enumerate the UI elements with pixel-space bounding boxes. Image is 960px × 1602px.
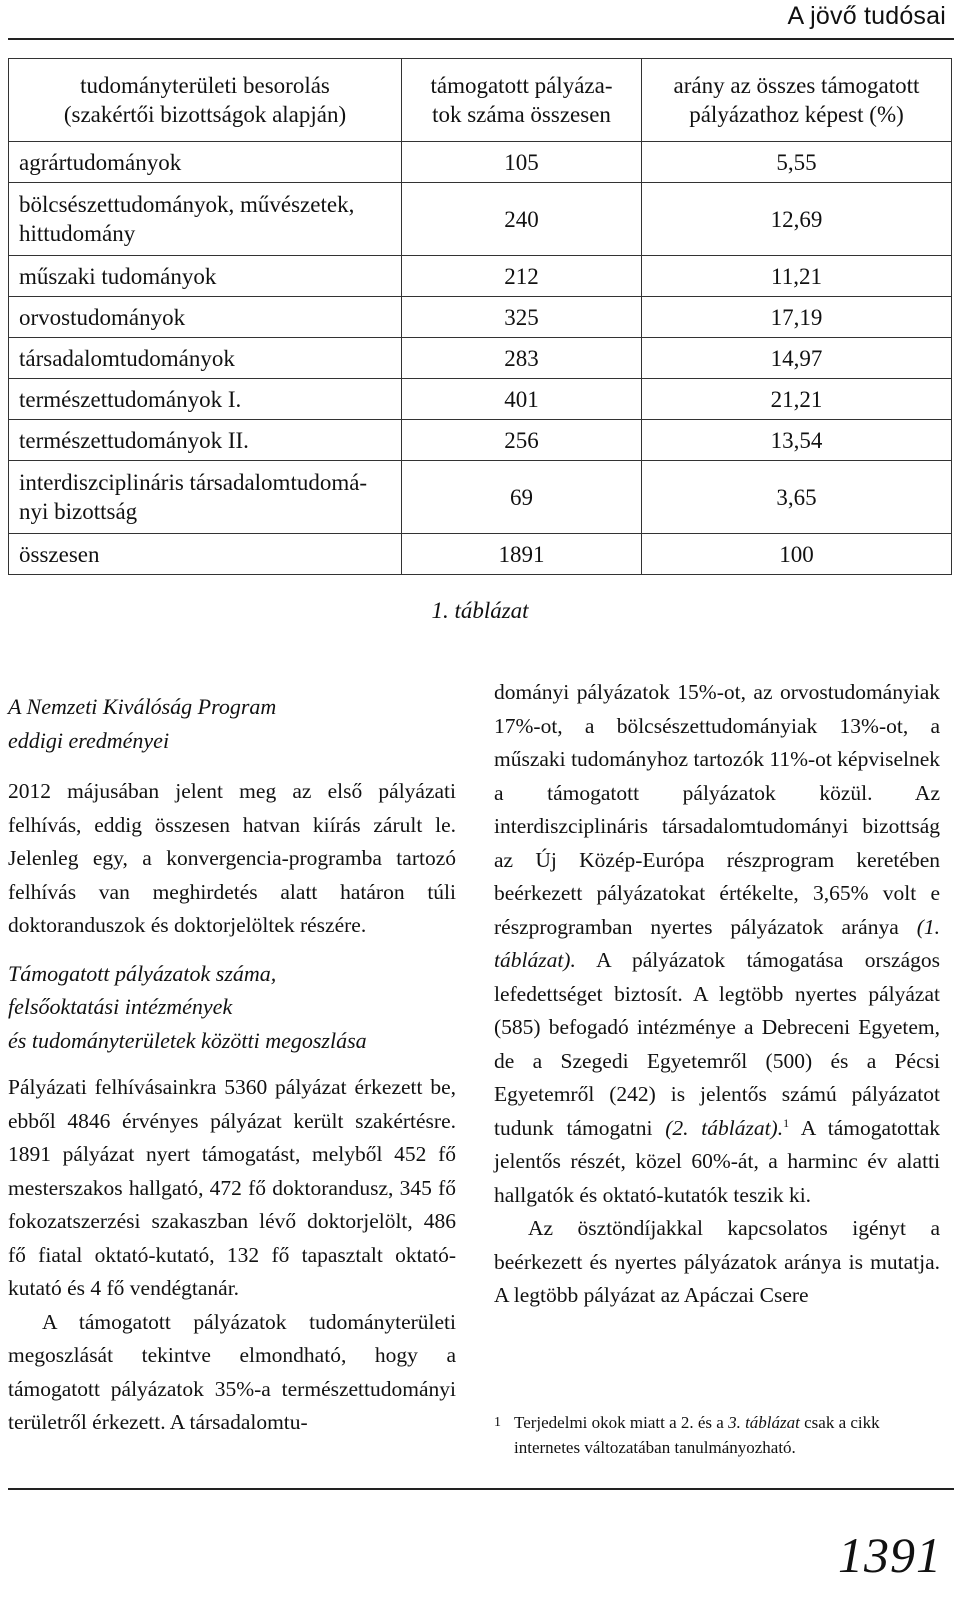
- cell-count: 105: [402, 142, 642, 183]
- col-header-percent: arány az összes támogatott pályázathoz képest (%): [642, 59, 952, 142]
- cell-field: műszaki tudományok: [9, 256, 402, 297]
- table-row: [9, 142, 952, 183]
- right-column: [494, 676, 940, 1313]
- table-row: [9, 379, 952, 420]
- cell-percent: 13,54: [642, 420, 952, 461]
- table-row: [9, 420, 952, 461]
- cell-count: 240: [402, 183, 642, 256]
- cell-count: 325: [402, 297, 642, 338]
- cell-field: társadalomtudományok: [9, 338, 402, 379]
- cell-percent: 14,97: [642, 338, 952, 379]
- paragraph: Pályázati felhívásainkra 5360 pályázat érkezett be, ebből 4846 érvényes pályázat került szakértésre. 1891 pályázat nyert támogatást, melyből 452 fő mesterszakos hallgató, 472 fő doktorandusz, 345 fő fokozatszerzési szakaszban lévő doktorjelölt, 486 fő fiatal oktató-kutató, 132 fő tapasztalt oktató-kutató és 4 fő vendégtanár.: [8, 1075, 456, 1300]
- footnote-number: 1: [494, 1415, 501, 1430]
- data-table: [8, 58, 952, 575]
- section-heading: A Nemzeti Kiválóság Program eddigi eredményei: [8, 694, 277, 753]
- footnote-marker: 1: [783, 1115, 790, 1130]
- running-header: A jövő tudósai: [787, 2, 946, 30]
- cell-field: agrártudományok: [9, 142, 402, 183]
- col-header-field: tudományterületi besorolás (szakértői bizottságok alapján): [9, 59, 402, 142]
- page-number: 1391: [838, 1527, 942, 1583]
- header-rule: [8, 38, 954, 40]
- cell-field: összesen: [9, 534, 402, 575]
- cell-count: 69: [402, 461, 642, 534]
- table-reference: (1. táblázat).: [494, 914, 941, 972]
- table-row-total: [9, 534, 952, 575]
- cell-field: természettudományok II.: [9, 420, 402, 461]
- footer-rule: [8, 1488, 954, 1490]
- cell-percent: 21,21: [642, 379, 952, 420]
- table-reference: (2. táblázat).: [665, 1115, 784, 1140]
- paragraph: dományi pályázatok 15%-ot, az orvostudományiak 17%-ot, a bölcsészettudományiak 13%-ot, a műszaki tudományhoz tartozók 11%-ot képviselnek a támogatott pályázatok közül. Az interdiszciplináris társadalomtudományi bizottság az Új Közép-Európa részprogram keretében beérkezett pályázatokat értékelte, 3,65% volt e részprogramban nyertes pályázatok aránya (1. táblázat). A pályázatok támogatása országos lefedettséget biztosít. A legtöbb nyertes pályázat (585) befogadó intézménye a Debreceni Egyetem, de a Szegedi Egyetemről (500) és a Pécsi Egyetemről (242) is jelentős számú pályázatot tudunk támogatni (2. táblázat).$^1$ A támogatottak jelentős részét, közel 60%-át, a harminc év alatti hallgatók és oktató-kutatók teszik ki.: [494, 680, 941, 1207]
- table-row: [9, 297, 952, 338]
- table-caption: 1. táblázat: [431, 598, 529, 623]
- cell-percent: 100: [642, 534, 952, 575]
- cell-count: 401: [402, 379, 642, 420]
- left-column: [8, 690, 456, 1440]
- table-row: [9, 338, 952, 379]
- cell-percent: 11,21: [642, 256, 952, 297]
- table-row: [9, 256, 952, 297]
- table-header-row: [9, 59, 952, 142]
- cell-percent: 12,69: [642, 183, 952, 256]
- section-heading: Támogatott pályázatok száma, felsőoktatási intézmények és tudományterületek közötti megoszlása: [8, 960, 367, 1053]
- cell-count: 1891: [402, 534, 642, 575]
- cell-field: interdiszciplináris társadalomtudomá- nyi bizottság: [9, 461, 402, 534]
- paragraph: 2012 májusában jelent meg az első pályázati felhívás, eddig összesen hatvan kiírás zárult le. Jelenleg egy, a konvergencia-programba tartozó felhívás van meghirdetés alatt határon túli doktoranduszok és doktorjelöltek részére.: [8, 779, 456, 937]
- table-row: [9, 461, 952, 534]
- col-header-count: támogatott pályáza- tok száma összesen: [402, 59, 642, 142]
- cell-field: orvostudományok: [9, 297, 402, 338]
- table-row: [9, 183, 952, 256]
- cell-percent: 5,55: [642, 142, 952, 183]
- footnote: 1 Terjedelmi okok miatt a 2. és a 3. táblázat csak a cikk internetes változatában tanulmányozható.: [494, 1410, 944, 1460]
- cell-count: 256: [402, 420, 642, 461]
- cell-field: bölcsészettudományok, művészetek, hittudomány: [9, 183, 402, 256]
- cell-percent: 3,65: [642, 461, 952, 534]
- paragraph: A támogatott pályázatok tudományterületi megoszlását tekintve elmondható, hogy a támogatott pályázatok 35%-a természettudományi területről érkezett. A társadalomtu-: [8, 1309, 456, 1434]
- cell-count: 283: [402, 338, 642, 379]
- paragraph: Az ösztöndíjakkal kapcsolatos igényt a beérkezett és nyertes pályázatok aránya is mutatja. A legtöbb pályázat az Apáczai Csere: [494, 1216, 940, 1307]
- cell-percent: 17,19: [642, 297, 952, 338]
- cell-field: természettudományok I.: [9, 379, 402, 420]
- cell-count: 212: [402, 256, 642, 297]
